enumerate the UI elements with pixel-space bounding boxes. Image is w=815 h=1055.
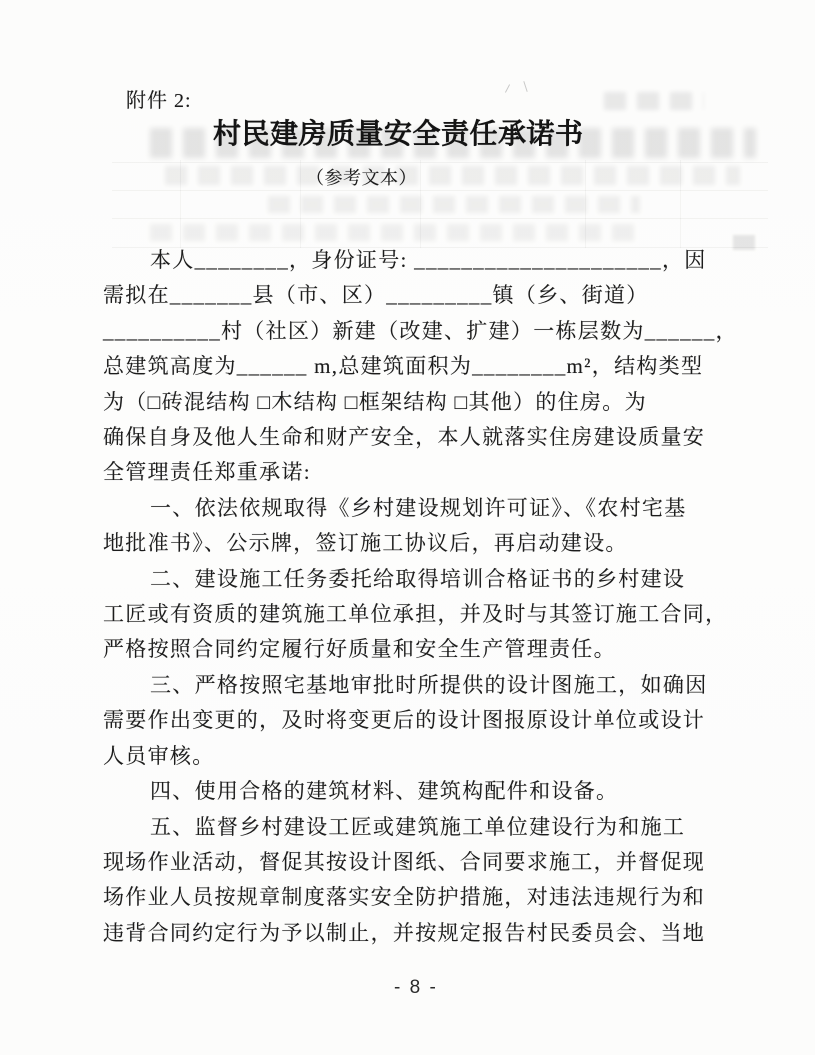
document-line: 确保自身及他人生命和财产安全，本人就落实住房建设质量安 [103, 425, 706, 450]
bleedthrough-row-artifact [268, 196, 640, 213]
document-line: 工匠或有资质的建筑施工单位承担，并及时与其签订施工合同， [103, 602, 728, 627]
bleedthrough-gridline [112, 218, 768, 219]
bleedthrough-gridline [300, 160, 301, 248]
document-line: 全管理责任郑重承诺: [103, 460, 311, 485]
document-title: 村民建房质量安全责任承诺书 [213, 119, 584, 150]
bleedthrough-text-artifact [604, 92, 704, 110]
pen-mark-artifact [503, 80, 533, 96]
document-body [103, 243, 738, 951]
document-line: 需拟在_______县（市、区）_________镇（乡、街道） [103, 283, 649, 308]
attachment-label: 附件 2: [126, 90, 192, 112]
page-number: - 8 - [394, 977, 438, 998]
document-line: 为（□砖混结构 □木结构 □框架结构 □其他）的住房。为 [103, 389, 647, 414]
bleedthrough-gridline [680, 160, 681, 248]
document-subtitle: （参考文本） [306, 168, 417, 188]
document-line: 一、依法依规取得《乡村建设规划许可证》、《农村宅基 [150, 495, 687, 520]
bleedthrough-gridline [112, 162, 768, 163]
document-line: 三、严格按照宅基地审批时所提供的设计图施工，如确因 [150, 672, 708, 697]
document-line: 本人________，身份证号: _____________________，因 [150, 248, 707, 272]
document-line: 现场作业活动，督促其按设计图纸、合同要求施工，并督促现 [103, 849, 706, 874]
bleedthrough-row-artifact [165, 166, 740, 185]
bleedthrough-gridline [420, 160, 421, 248]
document-line: 场作业人员按规章制度落实安全防护措施，对违法违规行为和 [103, 885, 706, 910]
document-line: 总建筑高度为______ m,总建筑面积为________m²，结构类型 [103, 354, 704, 379]
document-line: 地批准书》、公示牌，签订施工协议后，再启动建设。 [103, 531, 628, 556]
bleedthrough-gridline [180, 160, 181, 248]
document-line: 二、建设施工任务委托给取得培训合格证书的乡村建设 [150, 566, 686, 591]
bleedthrough-row-artifact [150, 224, 640, 241]
document-line: __________村（社区）新建（改建、扩建）一栋层数为______， [103, 318, 738, 343]
document-line: 违背合同约定行为予以制止，并按规定报告村民委员会、当地 [103, 920, 706, 945]
bleedthrough-spot-artifact [733, 235, 763, 250]
document-line: 需要作出变更的，及时将变更后的设计图报原设计单位或设计 [103, 708, 706, 733]
document-line: 人员审核。 [103, 743, 215, 768]
document-line: 四、使用合格的建筑材料、建筑构配件和设备。 [150, 779, 619, 804]
document-line: 五、监督乡村建设工匠或建筑施工单位建设行为和施工 [150, 814, 686, 839]
bleedthrough-gridline [585, 160, 586, 248]
document-line: 严格按照合同约定履行好质量和安全生产管理责任。 [103, 637, 616, 662]
bleedthrough-gridline [112, 190, 768, 191]
